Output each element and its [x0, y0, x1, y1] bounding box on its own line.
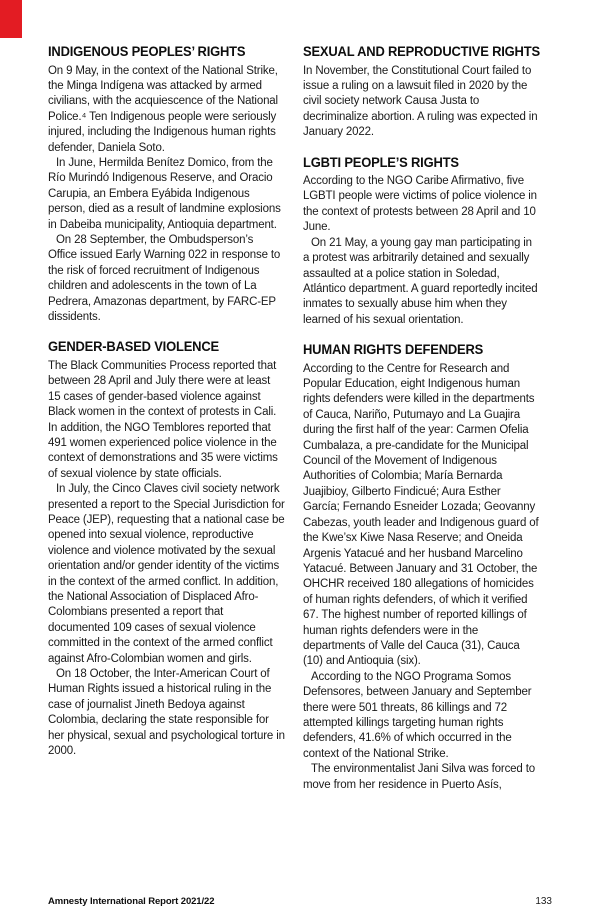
paragraph: The environmentalist Jani Silva was forced to move from her residence in Puerto Asís,: [303, 763, 535, 791]
left-column: [48, 44, 285, 793]
paragraph: The Black Communities Process reported that between 28 April and July there were at least 15 cases of gender-based violence against Black women in the context of protests in Cali. In addition, the NGO Temblores reported that 491 women experienced police violence in the context of demonstrations and 35 were victims of sexual violence by state officials.: [48, 359, 278, 480]
section-heading: HUMAN RIGHTS DEFENDERS: [303, 342, 484, 358]
section-heading: INDIGENOUS PEOPLES’ RIGHTS: [48, 44, 246, 59]
report-section: [303, 44, 540, 141]
paragraph: According to the NGO Caribe Afirmativo, five LGBTI people were victims of police violence in the context of protests between 28 April and 10 June.: [303, 175, 537, 234]
paragraph: In June, Hermilda Benítez Domico, from the Río Murindó Indigenous Reserve, and Oracio Carupia, an Embera Eyábida Indigenous person, died as a result of landmine explosions in Dabeiba municipality, Antioquia department.: [48, 156, 281, 231]
section-heading: LGBTI PEOPLE’S RIGHTS: [303, 154, 459, 170]
paragraph: On 18 October, the Inter-American Court of Human Rights issued a historical ruling in the case of journalist Jineth Bedoya against Colombia, declaring the state responsible for her physical, sexual and psychological torture in 2000.: [48, 668, 285, 758]
paragraph: According to the Centre for Research and Popular Education, eight Indigenous human rights defenders were killed in the departments of Cauca, Nariño, Putumayo and La Guajira during the first half of the year: Carmen Ofelia Cumbalaza, a pre-candidate for the Municipal Council of the Movement of Indigenous Authorities of Colombia; María Bernarda Juajibioy, Gilberto Findicué; Aura Esther García; Fernando Esneider Lozada; Geovanny Cabezas, youth leader and Indigenous guard of the Kwe’sx Kiwe Nasa Reserve; and Oneida Argenis Yatacué and her husband Marcelino Yatacué. Between January and 31 October, the OHCHR received 180 allegations of homicides of human rights defenders, of which it verified 67. The highest number of reported killings of human rights defenders were in the departments of Valle del Cauca (31), Cauca (10) and Antioquia (six).: [303, 362, 539, 668]
footer-page-number: 133: [535, 896, 552, 907]
page-content: [48, 44, 540, 793]
report-section: [303, 342, 540, 793]
report-section: [48, 44, 285, 325]
paragraph: On 9 May, in the context of the National Strike, the Minga Indígena was attacked by armed civilians, with the acquiescence of the National Police.⁴ Ten Indigenous people were seriously injured, including the Indigenous human rights defender, Daniela Soto.: [48, 64, 278, 154]
section-heading: GENDER-BASED VIOLENCE: [48, 339, 219, 355]
page-footer: [48, 896, 552, 907]
right-column: [303, 44, 540, 793]
section-heading: SEXUAL AND REPRODUCTIVE RIGHTS: [303, 44, 540, 59]
page-edge-tab: [0, 0, 22, 38]
paragraph: According to the NGO Programa Somos Defensores, between January and September there were 501 threats, 86 killings and 72 attempted killings targeting human rights defenders, 41.6% of which occurred in the context of the National Strike.: [303, 670, 532, 760]
report-section: [48, 339, 285, 759]
footer-report-title: Amnesty International Report 2021/22: [48, 896, 215, 907]
paragraph: On 28 September, the Ombudsperson’s Office issued Early Warning 022 in response to the risk of forced recruitment of Indigenous children and adolescents in the town of La Pedrera, Amazonas department, by FARC-EP dissidents.: [48, 233, 281, 324]
paragraph: On 21 May, a young gay man participating in a protest was arbitrarily detained and sexually assaulted at a police station in Soledad, Atlántico department. A guard reportedly incited inmates to sexually abuse him when they learned of his sexual orientation.: [303, 236, 538, 326]
paragraph: In July, the Cinco Claves civil society network presented a report to the Special Jurisdiction for Peace (JEP), requesting that a national case be opened into sexual violence, reproductive violence and violence motivated by the sexual orientation and/or gender identity of the victims in the context of the armed conflict. In addition, the National Association of Displaced Afro-Colombians presented a report that documented 109 cases of sexual violence committed in the context of the armed conflict against Afro-Colombian women and girls.: [48, 483, 285, 665]
report-section: [303, 155, 540, 329]
paragraph: In November, the Constitutional Court failed to issue a ruling on a lawsuit filed in 2020 by the civil society network Causa Justa to decriminalize abortion. A ruling was expected in January 2022.: [303, 64, 538, 139]
